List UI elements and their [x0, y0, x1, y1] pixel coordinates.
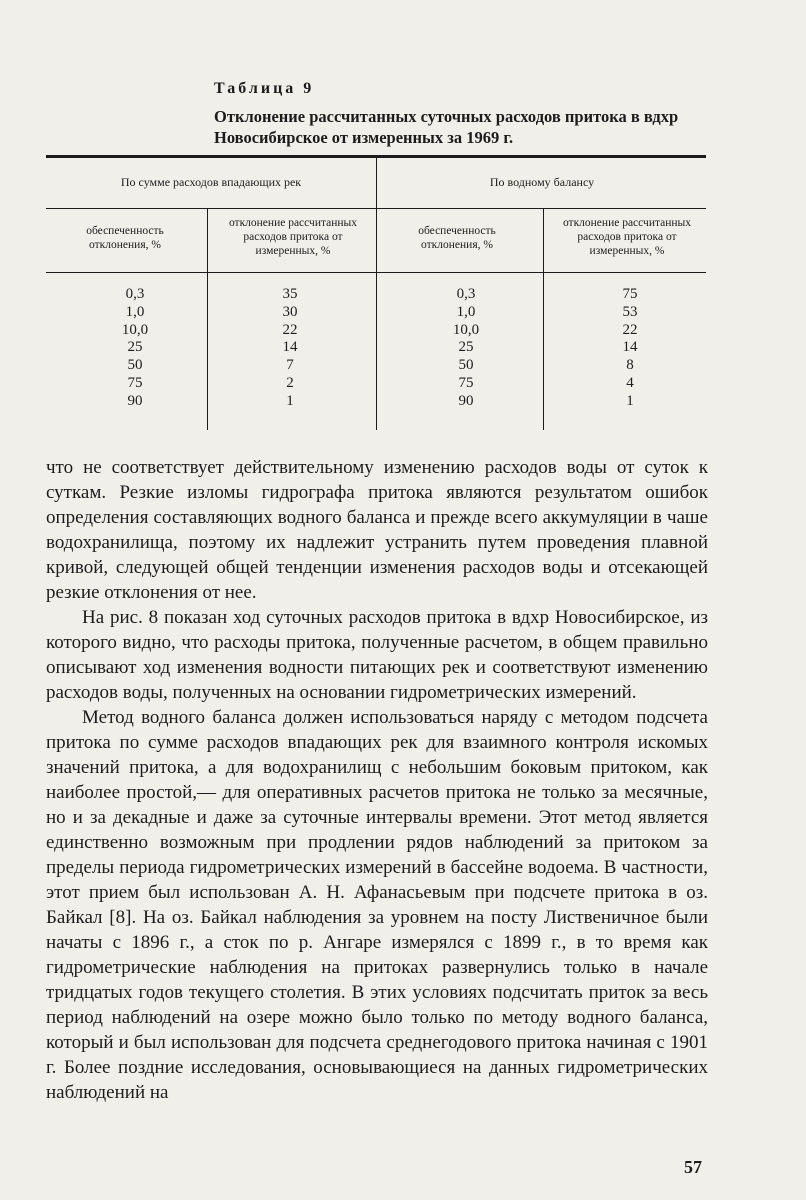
table-cell: 1,0 — [456, 303, 476, 320]
table-group-divider — [376, 158, 377, 430]
table-cell: 50 — [127, 357, 143, 374]
table-cell: 14 — [622, 339, 638, 356]
table-cell: 75 — [458, 374, 474, 391]
table-label: Таблица 9 — [214, 80, 315, 97]
table-cell: 1,0 — [125, 303, 145, 320]
table-cell: 75 — [622, 286, 638, 302]
table-cell: 2 — [286, 374, 294, 391]
paragraph: На рис. 8 показан ход суточных расходов притока в вдхр Новосибирское, из которого видно, что расходы притока, полученные расчетом, в общем правильно описывают ход изменения водности питающих рек и соответствуют изменению расходов воды, полученных на основании гидрометрических измерений. — [46, 607, 708, 703]
table-cell: 0,3 — [125, 286, 145, 302]
table-group-header-left: По сумме расходов впадающих рек — [120, 175, 302, 189]
table-cell: 0,3 — [456, 286, 476, 302]
table-column-header-2: отклонение рассчитанных расходов притока от измеренных, % — [228, 217, 358, 257]
table-cell: 8 — [626, 357, 634, 374]
page-number: 57 — [684, 1157, 702, 1177]
table-cell: 1 — [626, 392, 634, 409]
table-cell: 22 — [282, 321, 298, 338]
table-cell: 90 — [458, 392, 474, 409]
table-column-3 — [416, 286, 516, 411]
table-cell: 7 — [286, 357, 294, 374]
table-column-divider-1 — [207, 208, 208, 430]
table-cell: 50 — [458, 357, 474, 374]
table-cell: 25 — [127, 339, 143, 356]
table-cell: 75 — [127, 374, 143, 391]
table-cell: 53 — [622, 303, 638, 320]
table-group-header-right: По водному балансу — [489, 175, 595, 189]
table-cell: 35 — [282, 286, 298, 302]
table-cell: 22 — [622, 321, 638, 338]
table-column-header-4: отклонение рассчитанных расходов притока от измеренных, % — [562, 217, 692, 257]
table-cell: 90 — [127, 392, 143, 409]
paragraph: Метод водного баланса должен использоваться наряду с методом подсчета притока по сумме расходов впадающих рек для взаимного контроля искомых значений притока, а для водохранилищ с небольшим боковым притоком, как наиболее простой,— для оперативных расчетов притока не только за месячные, но и за декадные и даже за суточные интервалы времени. Этот метод является единственно возможным при продлении рядов наблюдений за притоком за пределы периода гидрометрических измерений в бассейне водоема. В частности, этот прием был использован А. Н. Афанасьевым при подсчете притока в оз. Байкал [8]. На оз. Байкал наблюдения за уровнем на посту Лиственичное были начаты с 1896 г., а сток по р. Ангаре измерялся с 1899 г., в то время как гидрометрические наблюдения на притоках развернулись только в начале тридцатых годов текущего столетия. В этих условиях подсчитать приток за весь период наблюдений на озере можно было только по методу водного баланса, который и был использован для подсчета среднегодового притока начиная с 1901 г. Более поздние исследования, основывающиеся на данных гидрометрических наблюдений на — [46, 707, 708, 1103]
table-column-divider-3 — [543, 208, 544, 430]
table-cell: 30 — [282, 303, 298, 320]
body-text — [46, 455, 708, 1105]
table-title: Отклонение рассчитанных суточных расходов притока в вдхр Новосибирское от измеренных за 1969 г. — [214, 107, 679, 147]
table-cell: 14 — [282, 339, 298, 356]
table-column-header-1: обеспеченность отклонения, % — [86, 225, 164, 251]
table-cell: 4 — [626, 374, 634, 391]
table-cell: 10,0 — [121, 321, 149, 338]
table-cell: 10,0 — [452, 321, 480, 338]
table-column-2 — [250, 286, 330, 411]
table-cell: 25 — [458, 339, 474, 356]
table-column-1 — [85, 286, 185, 411]
table-cell: 1 — [286, 392, 294, 409]
table-column-4 — [590, 286, 670, 411]
paragraph: что не соответствует действительному изменению расходов воды от суток к суткам. Резкие изломы гидрографа притока являются результатом ошибок определения составляющих водного баланса и прежде всего аккумуляции в чаше водохранилища, поэтому их надлежит устранить путем проведения плавной кривой, следующей общей тенденции изменения расходов воды и отсекающей резкие отклонения от нее. — [46, 457, 708, 603]
table-column-header-3: обеспеченность отклонения, % — [418, 225, 496, 251]
